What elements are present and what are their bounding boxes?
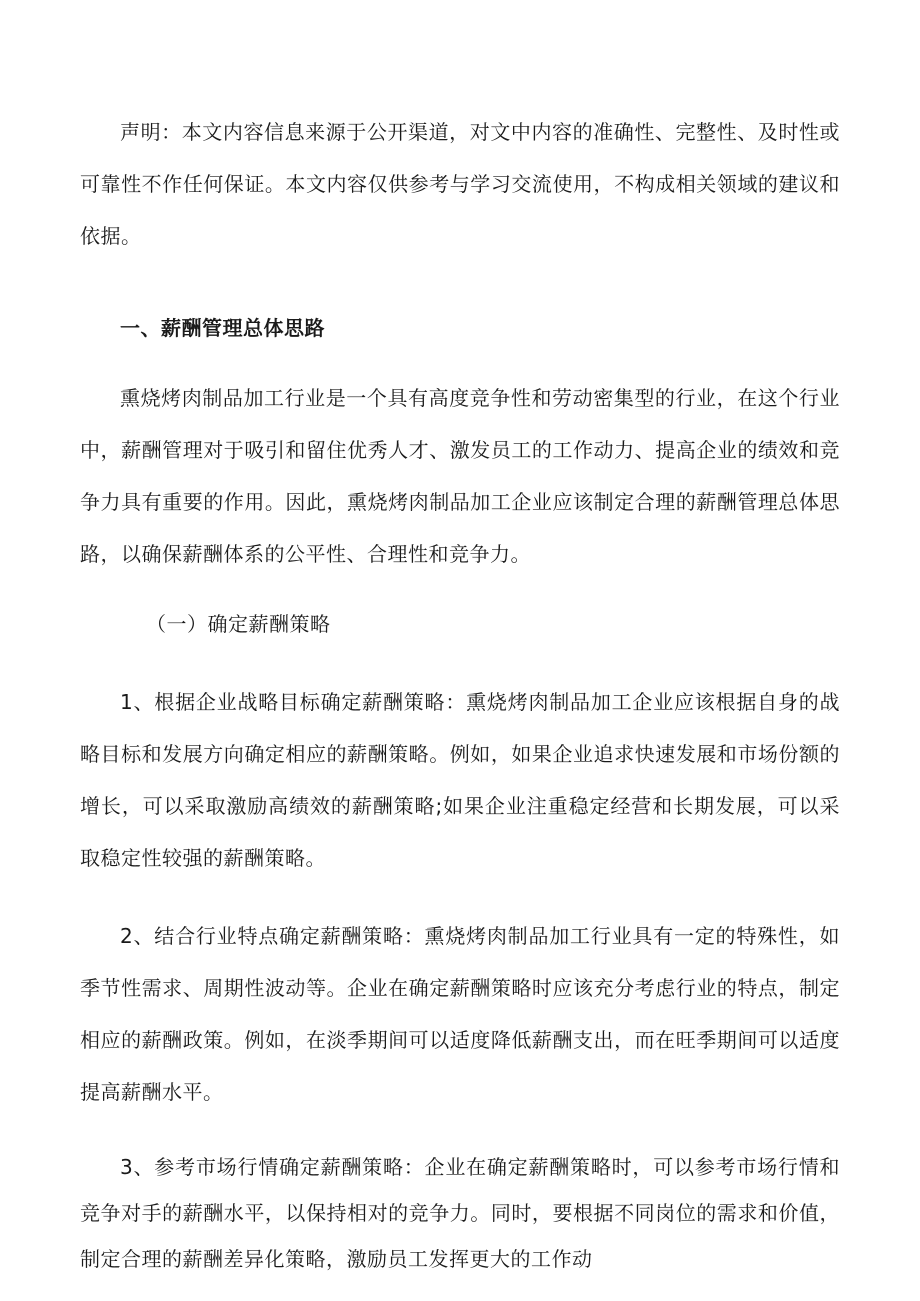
spacer [80,1118,840,1144]
spacer [80,354,840,372]
item-paragraph-3: 3、参考市场行情确定薪酬策略：企业在确定薪酬策略时，可以参考市场行情和竞争对手的薪酬水平，以保持相对的竞争力。同时，要根据不同岗位的需求和价值，制定合理的薪酬差异化策略，激励员工发挥更大的工作动 [80,1155,840,1271]
section-heading: 一、薪酬管理总体思路 [120,316,325,340]
disclaimer-paragraph: 声明：本文内容信息来源于公开渠道，对文中内容的准确性、完整性、及时性或可靠性不作任何保证。本文内容仅供参考与学习交流使用，不构成相关领域的建议和依据。 [80,120,840,248]
spacer [80,262,840,302]
item-paragraph-1: 1、根据企业战略目标确定薪酬策略：熏烧烤肉制品加工企业应该根据自身的战略目标和发展方向确定相应的薪酬策略。例如，如果企业追求快速发展和市场份额的增长，可以采取激励高绩效的薪酬策略;如果企业注重稳定经营和长期发展，可以采取稳定性较强的薪酬策略。 [80,690,840,870]
spacer [80,884,840,910]
spacer [80,580,840,598]
subsection-heading: （一）确定薪酬策略 [146,612,331,636]
intro-paragraph: 熏烧烤肉制品加工行业是一个具有高度竞争性和劳动密集型的行业，在这个行业中，薪酬管理对于吸引和留住优秀人才、激发员工的工作动力、提高企业的绩效和竞争力具有重要的作用。因此，熏烧烤肉制品加工企业应该制定合理的薪酬管理总体思路，以确保薪酬体系的公平性、合理性和竞争力。 [80,386,840,566]
item-paragraph-2: 2、结合行业特点确定薪酬策略：熏烧烤肉制品加工行业具有一定的特殊性，如季节性需求、周期性波动等。企业在确定薪酬策略时应该充分考虑行业的特点，制定相应的薪酬政策。例如，在淡季期间可以适度降低薪酬支出，而在旺季期间可以适度提高薪酬水平。 [80,924,840,1104]
spacer [80,650,840,676]
